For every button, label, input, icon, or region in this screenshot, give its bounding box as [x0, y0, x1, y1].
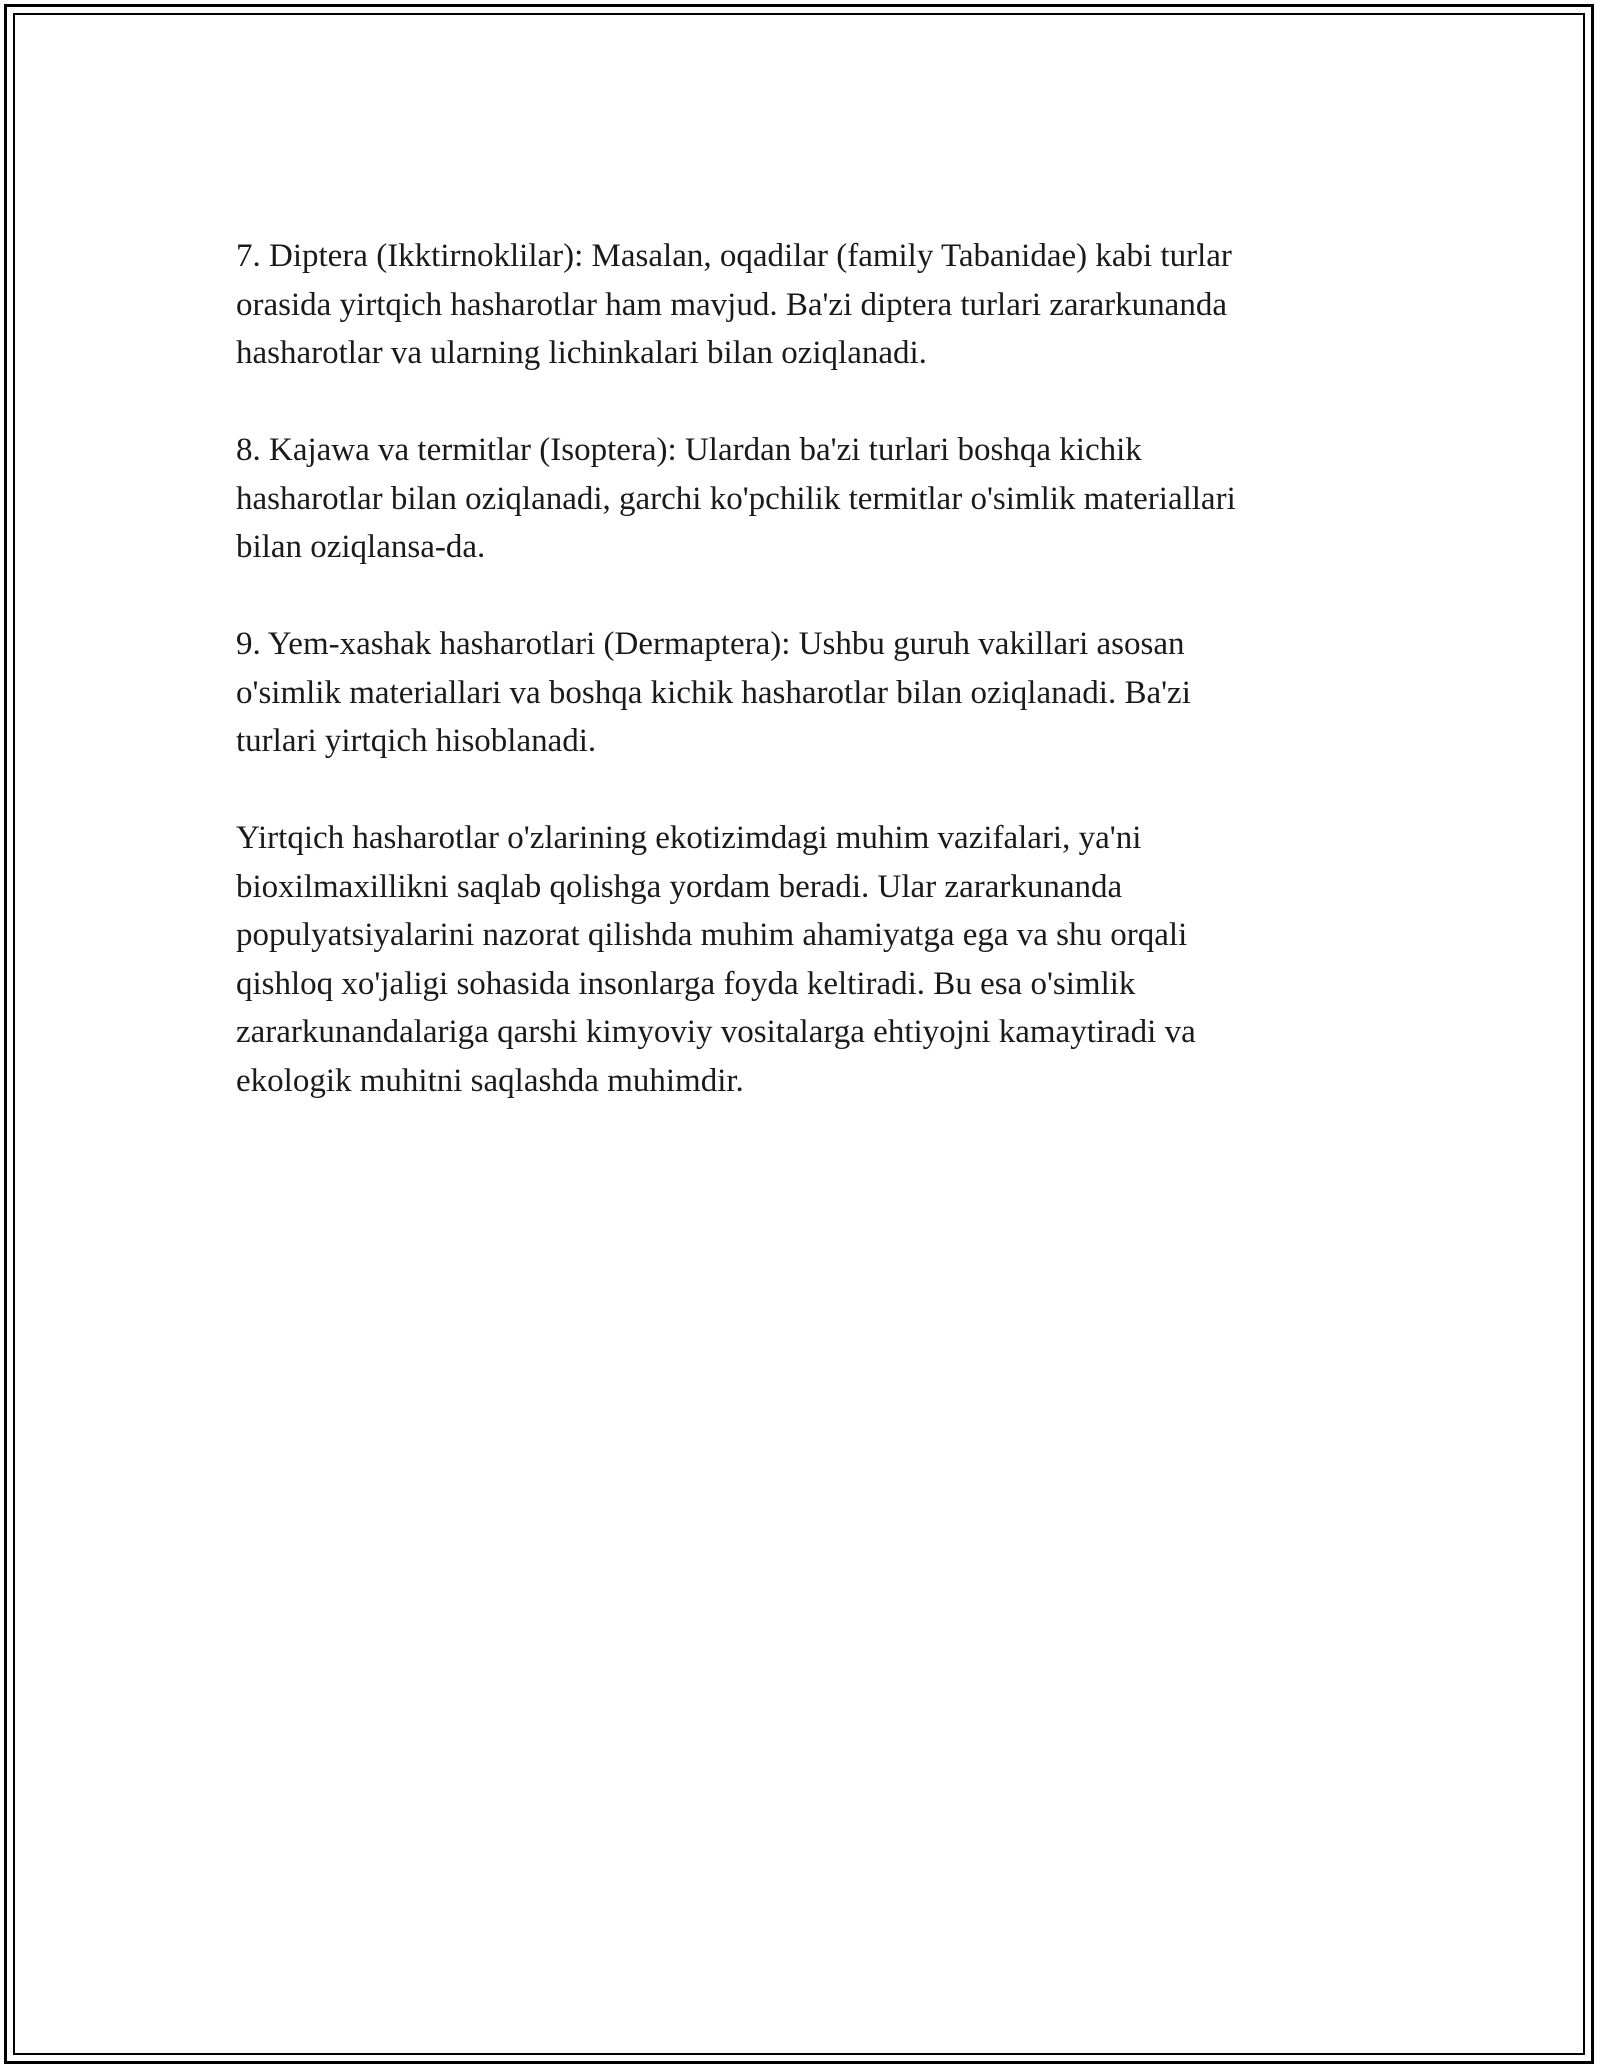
text-line: o'simlik materiallari va boshqa kichik hasharotlar bilan oziqlanadi. Ba'zi	[236, 674, 1191, 711]
text-line: Yirtqich hasharotlar o'zlarining ekotizimdagi muhim vazifalari, ya'ni	[236, 820, 1142, 856]
text-line: orasida yirtqich hasharotlar ham mavjud. Ba'zi diptera turlari zararkunanda	[236, 286, 1227, 323]
paragraph-dermaptera	[236, 620, 1396, 766]
text-line: bioxilmaxillikni saqlab qolishga yordam beradi. Ular zararkunanda	[236, 868, 1123, 905]
text-line: hasharotlar bilan oziqlanadi, garchi ko'pchilik termitlar o'simlik materiallari	[236, 480, 1236, 517]
text-line: 9. Yem-xashak hasharotlari (Dermaptera): Ushbu guruh vakillari asosan	[236, 626, 1185, 662]
text-line: qishloq xo'jaligi sohasida insonlarga foyda keltiradi. Bu esa o'simlik	[236, 965, 1136, 1002]
text-line: 7. Diptera (Ikktirnoklilar): Masalan, oqadilar (family Tabanidae) kabi turlar	[236, 238, 1232, 274]
document-body	[236, 232, 1396, 1154]
text-line: zararkunandalariga qarshi kimyoviy vositalarga ehtiyojni kamaytiradi va	[236, 1014, 1196, 1050]
paragraph-isoptera	[236, 426, 1396, 572]
paragraph-conclusion	[236, 814, 1396, 1105]
text-line: hasharotlar va ularning lichinkalari bilan oziqlanadi.	[236, 335, 927, 371]
text-line: populyatsiyalarini nazorat qilishda muhim ahamiyatga ega va shu orqali	[236, 917, 1188, 953]
paragraph-diptera	[236, 232, 1396, 378]
text-line: bilan oziqlansa-da.	[236, 529, 486, 565]
text-line: turlari yirtqich hisoblanadi.	[236, 723, 597, 759]
text-line: ekologik muhitni saqlashda muhimdir.	[236, 1062, 744, 1099]
text-line: 8. Kajawa va termitlar (Isoptera): Ulardan ba'zi turlari boshqa kichik	[236, 432, 1142, 468]
